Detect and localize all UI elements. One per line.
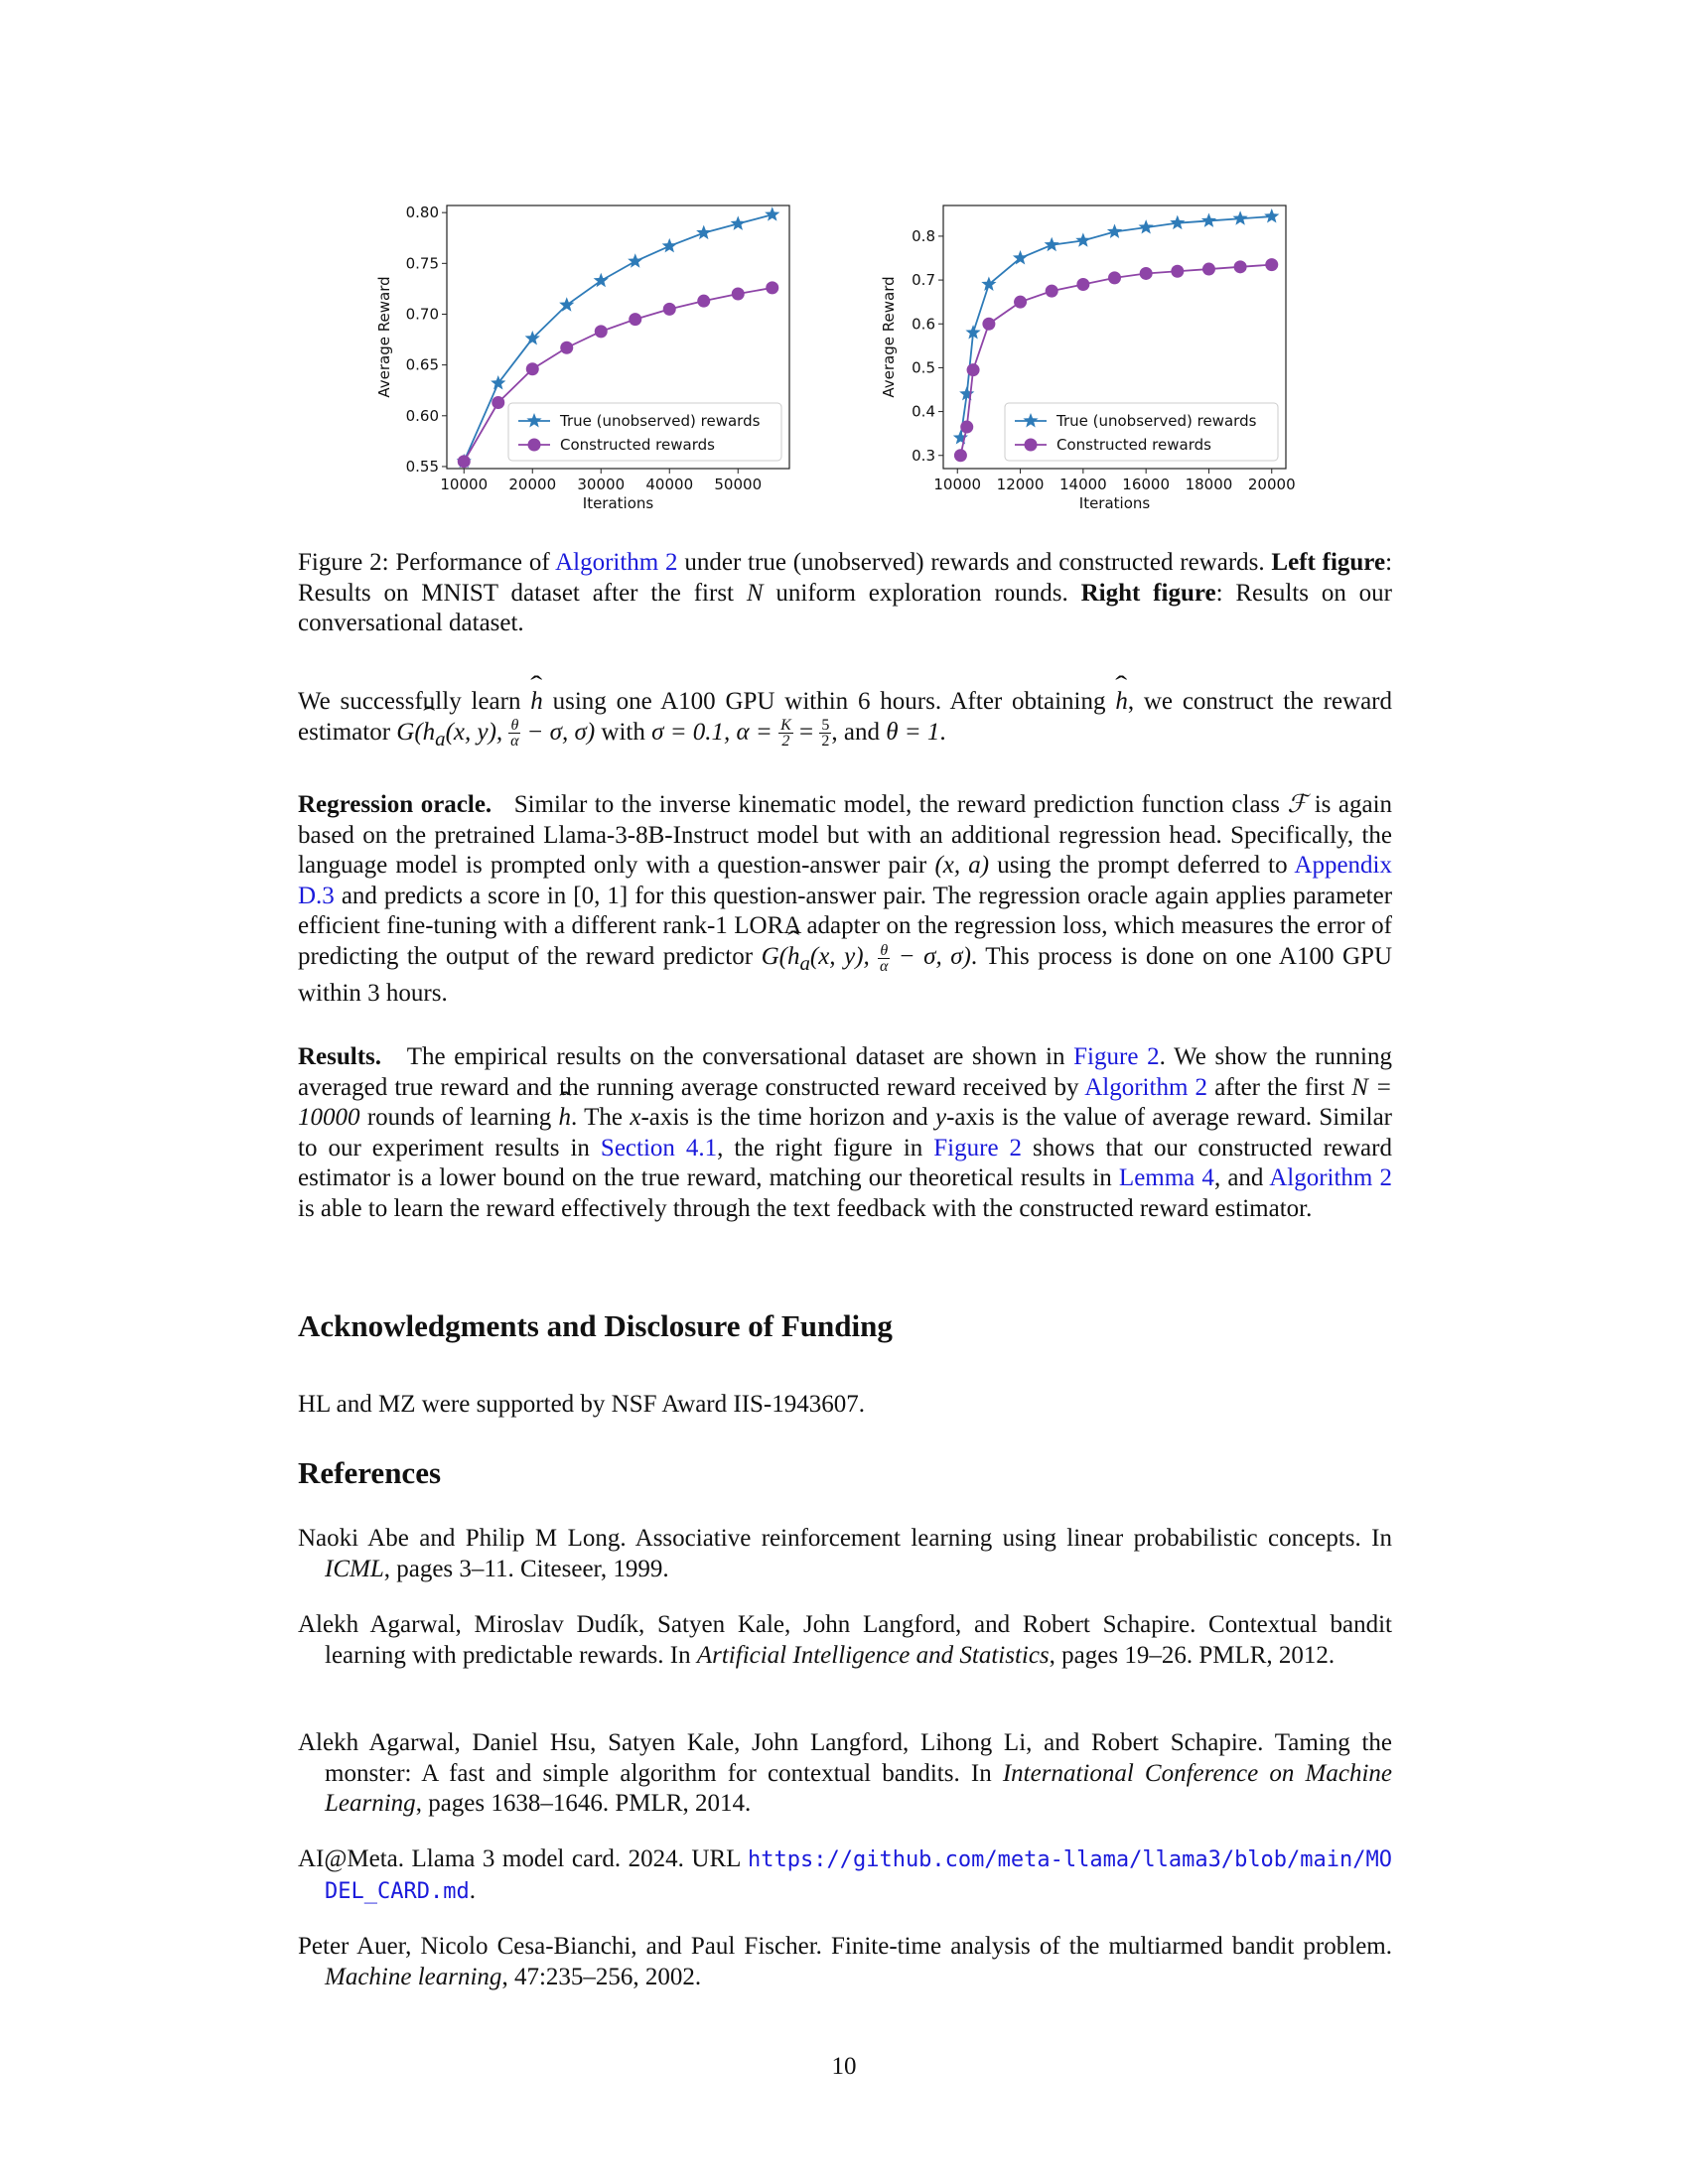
references-heading: References xyxy=(298,1455,442,1490)
data-point xyxy=(1234,260,1247,273)
link-lemma-4[interactable]: Lemma 4 xyxy=(1118,1164,1214,1192)
x-tick-label: 10000 xyxy=(933,476,982,493)
x-axis-label: Iterations xyxy=(1078,494,1151,512)
data-point xyxy=(458,455,471,468)
chart-left xyxy=(367,194,814,526)
y-tick-label: 0.6 xyxy=(912,315,935,334)
legend-entry: True (unobserved) rewards xyxy=(1056,412,1257,430)
chart-left-svg xyxy=(367,194,814,521)
data-point xyxy=(696,225,711,239)
reference-item: Alekh Agarwal, Daniel Hsu, Satyen Kale, John Langford, Lihong Li, and Robert Schapire. Taming the monster: A fast and simple algorithm for contextual bandits. In International Conference on Machine Learning, pages 1638–1646. PMLR, 2014. xyxy=(298,1729,1392,1818)
y-tick-label: 0.8 xyxy=(912,226,935,245)
data-point xyxy=(1202,263,1215,276)
link-section-4-1[interactable]: Section 4.1 xyxy=(600,1134,718,1161)
acknowledgments-text: HL and MZ were supported by NSF Award IIS-1943607. xyxy=(298,1391,866,1418)
y-axis-label: Average Reward xyxy=(375,276,393,398)
caption-label: Figure 2: xyxy=(298,549,389,576)
figure-caption: Figure 2: Performance of Algorithm 2 under true (unobserved) rewards and constructed rewards. Left figure: Results on MNIST dataset after the first N uniform exploration rounds. Right figure: Results on our conversational dataset. xyxy=(298,549,1393,637)
chart-right xyxy=(864,194,1311,526)
data-point xyxy=(1108,271,1121,284)
link-algorithm-2[interactable]: Algorithm 2 xyxy=(1084,1073,1208,1101)
y-tick-label: 0.75 xyxy=(405,254,439,273)
link-appendix-d3[interactable]: Appendix D.3 xyxy=(298,852,1393,909)
link-algorithm-2[interactable]: Algorithm 2 xyxy=(1269,1164,1393,1192)
paragraph-learning: We successfully learn ˆ h using one A100 GPU within 6 hours. After obtaining ˆ h, we construct the reward estimator G(ˆ $h_a(x$, y), $\frac{\theta}{\alpha}$ − σ, σ) with σ = 0.1, α = $\frac{K}{2}$ = $\frac{5}{2}$ , and θ = 1. xyxy=(298,687,1392,753)
data-point xyxy=(492,396,504,409)
x-tick-label: 50000 xyxy=(714,476,763,493)
link-figure-2[interactable]: Figure 2 xyxy=(1073,1043,1160,1070)
legend-marker xyxy=(1025,439,1038,452)
data-point xyxy=(662,238,677,252)
data-point xyxy=(1265,258,1278,271)
page-number: 10 xyxy=(831,2053,857,2080)
data-point xyxy=(1140,267,1153,280)
x-tick-label: 20000 xyxy=(1247,476,1296,493)
data-point xyxy=(560,341,573,354)
data-point xyxy=(1076,278,1089,291)
regression-oracle-heading: Regression oracle. xyxy=(298,791,492,818)
data-point xyxy=(731,215,746,229)
data-point xyxy=(1264,208,1279,222)
data-point xyxy=(766,281,778,294)
x-tick-label: 10000 xyxy=(440,476,489,493)
figure-2 xyxy=(367,194,1321,531)
legend-entry: Constructed rewards xyxy=(1056,436,1211,454)
data-point xyxy=(595,325,608,338)
data-point xyxy=(1170,215,1185,229)
data-point xyxy=(697,295,710,308)
data-point xyxy=(1139,219,1154,233)
model-card-url-link[interactable]: https://github.com/meta-llama/llama3/blob/main/MODEL_CARD.md xyxy=(325,1847,1393,1904)
data-point xyxy=(663,303,676,316)
data-point xyxy=(1046,285,1058,298)
x-tick-label: 16000 xyxy=(1122,476,1171,493)
reference-item: AI@Meta. Llama 3 model card. 2024. URL https://github.com/meta-llama/llama3/blob/main/MODEL_CARD.md. xyxy=(298,1845,1393,1904)
data-point xyxy=(1171,265,1184,278)
paragraph-results: Results. The empirical results on the conversational dataset are shown in Figure 2. We show the running averaged true reward and the running average constructed reward received by Algorithm 2 after the first N = 10000 rounds of learning ˆ h. The x-axis is the time horizon and y-axis is the value of average reward. Similar to our experiment results in Section 4.1, the right figure in Figure 2 shows that our constructed reward estimator is a lower bound on the true reward, matching our theoretical results in Lemma 4, and Algorithm 2 is able to learn the reward effectively through the text feedback with the constructed reward estimator. xyxy=(298,1042,1392,1225)
data-point xyxy=(1014,296,1027,309)
acknowledgments-section xyxy=(298,1308,1392,1344)
x-tick-label: 30000 xyxy=(577,476,626,493)
x-tick-label: 12000 xyxy=(996,476,1045,493)
y-tick-label: 0.7 xyxy=(912,271,935,290)
data-point xyxy=(1075,232,1090,246)
x-axis-label: Iterations xyxy=(582,494,654,512)
legend-entry: Constructed rewards xyxy=(560,436,715,454)
data-point xyxy=(982,318,995,331)
reference-item: Peter Auer, Nicolo Cesa-Bianchi, and Paul Fischer. Finite-time analysis of the multiarmed bandit problem. Machine learning, 47:235–256, 2002. xyxy=(298,1933,1392,1990)
paragraph-regression-oracle: Regression oracle. Similar to the inverse kinematic model, the reward prediction function class ℱ is again based on the pretrained Llama-3-8B-Instruct model but with an additional regression head. Specifically, the language model is prompted only with a question-answer pair (x, a) using the prompt deferred to Appendix D.3 and predicts a score in [0, 1] for this question-answer pair. The regression oracle again applies parameter efficient fine-tuning with a different rank-1 LORA adapter on the regression loss, which measures the error of predicting the output of the reward predictor G(ˆ $h_a(x$, y), $\frac{\theta}{\alpha}$ − σ, σ). This process is done on one A100 GPU within 3 hours. xyxy=(298,790,1392,1009)
data-point xyxy=(960,421,973,434)
data-point xyxy=(629,313,641,326)
reference-item: Naoki Abe and Philip M Long. Associative reinforcement learning using linear probabilistic concepts. In ICML, pages 3–11. Citeseer, 1999. xyxy=(298,1525,1392,1582)
legend-marker xyxy=(528,439,541,452)
data-point xyxy=(765,206,779,220)
y-tick-label: 0.55 xyxy=(405,457,439,476)
results-heading: Results. xyxy=(298,1043,382,1070)
y-axis-label: Average Reward xyxy=(880,276,898,398)
reference-item: Alekh Agarwal, Miroslav Dudík, Satyen Kale, John Langford, and Robert Schapire. Contextual bandit learning with predictable rewards. In Artificial Intelligence and Statistics, pages 19–26. PMLR, 2012. xyxy=(298,1611,1392,1669)
legend-entry: True (unobserved) rewards xyxy=(560,412,761,430)
data-point xyxy=(526,362,539,375)
fraction-k-2: $\frac{K}{2}$ xyxy=(780,717,791,751)
data-point xyxy=(628,253,642,267)
data-point xyxy=(732,288,745,301)
y-tick-label: 0.65 xyxy=(405,355,439,374)
data-point xyxy=(981,277,996,291)
x-tick-label: 14000 xyxy=(1058,476,1107,493)
link-figure-2[interactable]: Figure 2 xyxy=(933,1134,1023,1161)
fraction-theta-alpha: $\frac{\theta}{\alpha}$ xyxy=(510,717,519,751)
x-tick-label: 20000 xyxy=(508,476,557,493)
data-point xyxy=(967,363,980,376)
y-tick-label: 0.4 xyxy=(912,402,935,421)
data-point xyxy=(1107,224,1122,238)
chart-right-svg xyxy=(864,194,1311,521)
references-section xyxy=(298,1455,1392,1491)
data-point xyxy=(1045,237,1059,251)
y-tick-label: 0.3 xyxy=(912,446,935,465)
x-tick-label: 18000 xyxy=(1185,476,1233,493)
y-tick-label: 0.5 xyxy=(912,358,935,377)
y-tick-label: 0.60 xyxy=(405,406,439,425)
link-algorithm-2[interactable]: Algorithm 2 xyxy=(555,549,678,576)
y-tick-label: 0.80 xyxy=(405,204,439,222)
acknowledgments-heading: Acknowledgments and Disclosure of Funding xyxy=(298,1308,893,1343)
x-tick-label: 40000 xyxy=(645,476,694,493)
data-point xyxy=(954,449,967,462)
data-point xyxy=(1233,210,1248,224)
y-tick-label: 0.70 xyxy=(405,305,439,324)
data-point xyxy=(1201,212,1216,226)
fraction-5-2: $\frac{5}{2}$ xyxy=(821,717,830,751)
